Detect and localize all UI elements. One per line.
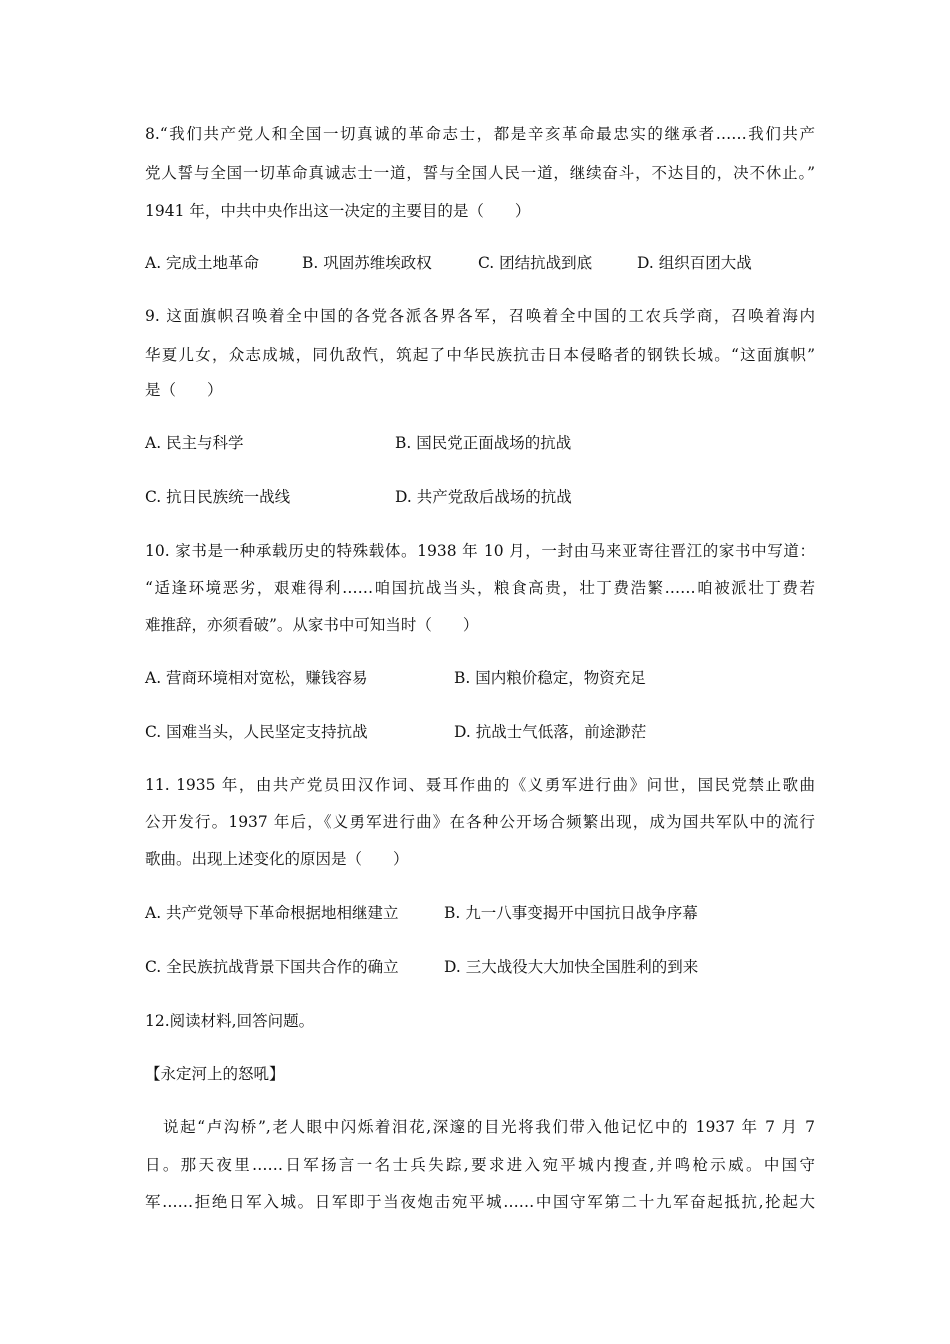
- q10-option-c: C. 国难当头，人民坚定支持抗战: [145, 723, 368, 741]
- q8-stem-line-3: 1941 年，中共中央作出这一决定的主要目的是（ ）: [145, 202, 531, 220]
- q8-stem-line-1: 8.“我们共产党人和全国一切真诚的革命志士，都是辛亥革命最忠实的继承者……我们共产: [145, 125, 815, 143]
- q10-stem-line-3: 难推辞，亦须看破”。从家书中可知当时（ ）: [145, 616, 479, 634]
- q10-option-b: B. 国内粮价稳定，物资充足: [454, 669, 646, 687]
- q12-material-line-1: 说起“卢沟桥”,老人眼中闪烁着泪花,深邃的目光将我们带入他记忆中的 1937 年 7 月 7: [163, 1118, 815, 1136]
- q9-option-c: C. 抗日民族统一战线: [145, 488, 291, 506]
- q9-stem-line-3: 是（ ）: [145, 381, 223, 399]
- q11-option-b: B. 九一八事变揭开中国抗日战争序幕: [444, 904, 698, 922]
- q9-option-a: A. 民主与科学: [145, 434, 244, 452]
- q8-option-a: A. 完成土地革命: [145, 254, 260, 272]
- q9-stem-line-2: 华夏儿女，众志成城，同仇敌忾，筑起了中华民族抗击日本侵略者的钢铁长城。“这面旗帜”: [145, 346, 815, 364]
- q9-option-b: B. 国民党正面战场的抗战: [395, 434, 572, 452]
- q12-section-title: 【永定河上的怒吼】: [145, 1065, 285, 1083]
- q10-option-d: D. 抗战士气低落，前途渺茫: [454, 723, 647, 741]
- q11-option-d: D. 三大战役大大加快全国胜利的到来: [444, 958, 699, 976]
- q10-stem-line-1: 10. 家书是一种承载历史的特殊载体。1938 年 10 月，一封由马来亚寄往晋江的家书中写道：: [145, 542, 815, 560]
- q8-option-b: B. 巩固苏维埃政权: [302, 254, 432, 272]
- q11-option-c: C. 全民族抗战背景下国共合作的确立: [145, 958, 399, 976]
- q12-material-line-3: 军……拒绝日军入城。日军即于当夜炮击宛平城……中国守军第二十九军奋起抵抗,抡起大: [145, 1193, 815, 1211]
- q12-stem: 12.阅读材料,回答问题。: [145, 1012, 315, 1030]
- q9-option-d: D. 共产党敌后战场的抗战: [395, 488, 572, 506]
- q8-option-d: D. 组织百团大战: [637, 254, 752, 272]
- q10-option-a: A. 营商环境相对宽松，赚钱容易: [145, 669, 368, 687]
- q11-option-a: A. 共产党领导下革命根据地相继建立: [145, 904, 399, 922]
- q8-option-c: C. 团结抗战到底: [478, 254, 593, 272]
- q11-stem-line-3: 歌曲。出现上述变化的原因是（ ）: [145, 850, 409, 868]
- q8-stem-line-2: 党人誓与全国一切革命真诚志士一道，誓与全国人民一道，继续奋斗，不达目的，决不休止。”: [145, 164, 815, 182]
- q11-stem-line-2: 公开发行。1937 年后，《义勇军进行曲》在各种公开场合频繁出现，成为国共军队中的流行: [145, 813, 815, 831]
- q11-stem-line-1: 11. 1935 年，由共产党员田汉作词、聂耳作曲的《义勇军进行曲》问世，国民党禁止歌曲: [145, 776, 815, 794]
- q12-material-line-2: 日。那天夜里……日军扬言一名士兵失踪,要求进入宛平城内搜查,并鸣枪示威。中国守: [145, 1156, 815, 1174]
- q9-stem-line-1: 9. 这面旗帜召唤着全中国的各党各派各界各军，召唤着全中国的工农兵学商，召唤着海内: [145, 307, 815, 325]
- q10-stem-line-2: “适逢环境恶劣，艰难得利……咱国抗战当头，粮食高贵，壮丁费浩繁……咱被派壮丁费若: [145, 579, 815, 597]
